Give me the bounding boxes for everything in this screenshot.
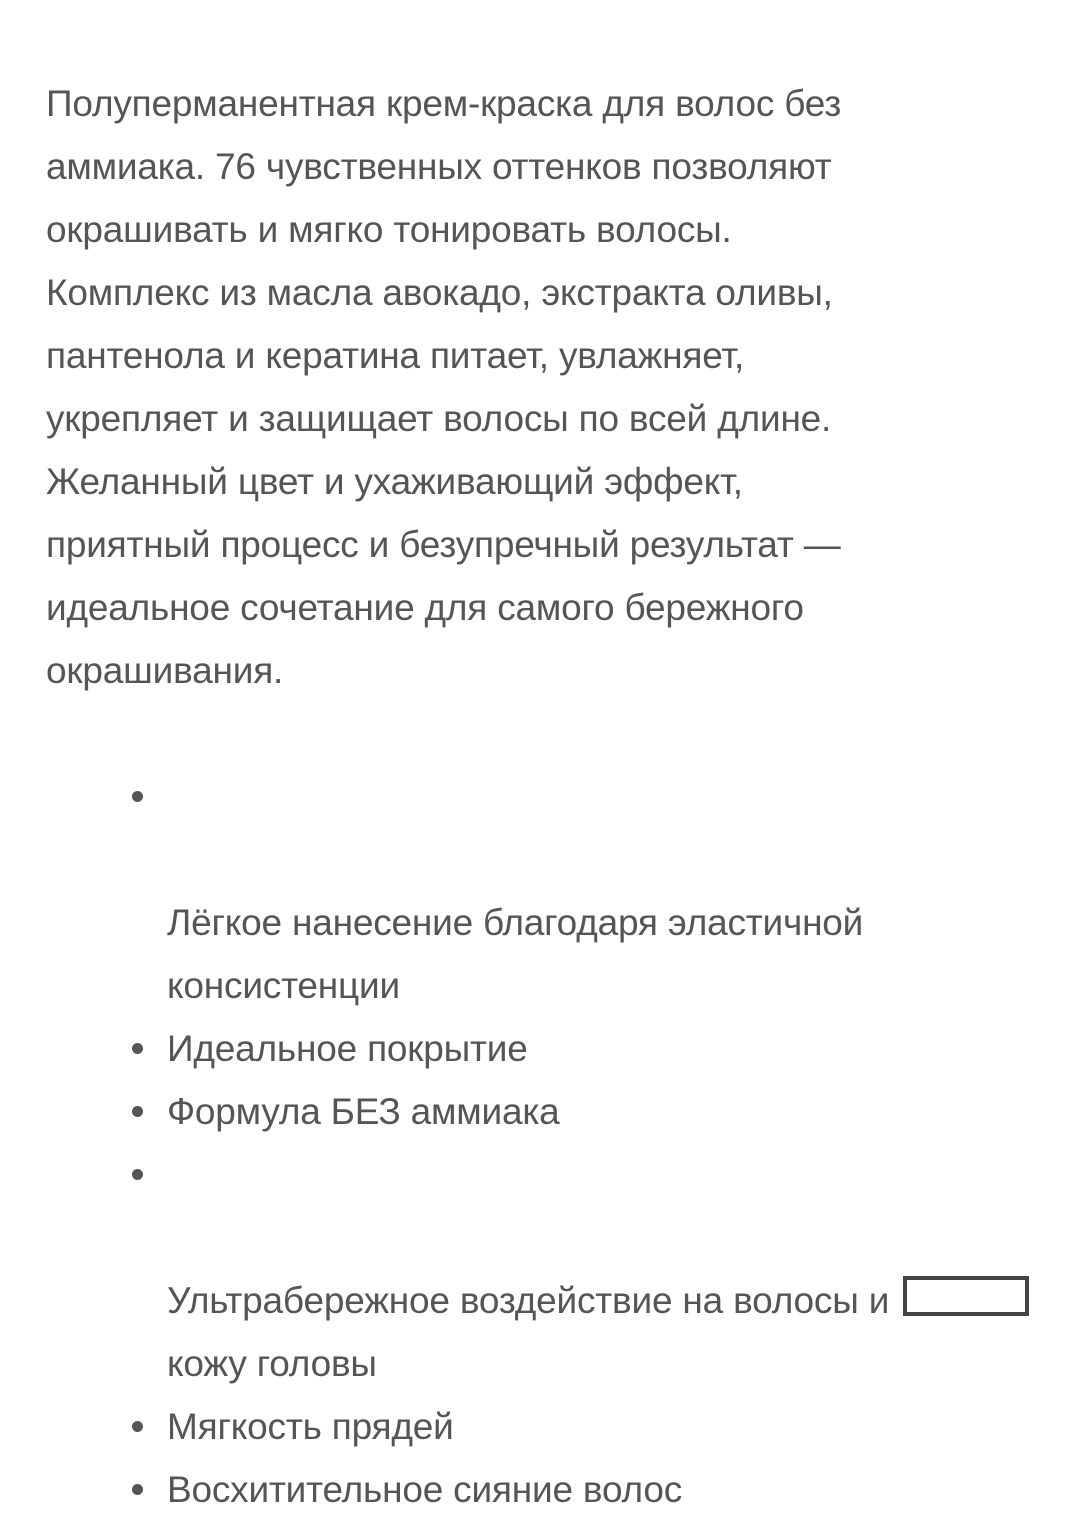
list-item <box>120 1143 1050 1395</box>
feature-text: Формула БЕЗ аммиака <box>167 1091 560 1132</box>
bullet-icon <box>132 1484 143 1495</box>
list-item <box>120 1017 1050 1080</box>
bullet-icon <box>132 1169 143 1180</box>
feature-text: Идеальное покрытие <box>167 1028 528 1069</box>
bullet-icon <box>132 1421 143 1432</box>
bullet-icon <box>132 1043 143 1054</box>
feature-text: Мягкость прядей <box>167 1406 454 1447</box>
feature-text: Ультрабережное воздействие на волосы и кожу головы <box>167 1280 890 1384</box>
list-item <box>120 765 1050 1017</box>
bottom-button-frame[interactable] <box>903 1276 1029 1316</box>
feature-text: Лёгкое нанесение благодаря эластичной консистенции <box>167 902 864 1006</box>
list-item <box>120 1395 1050 1458</box>
bullet-icon <box>132 1106 143 1117</box>
feature-list <box>120 765 1050 1521</box>
bullet-icon <box>132 791 143 802</box>
product-description: Полуперманентная крем-краска для волос без аммиака. 76 чувственных оттенков позволяют окрашивать и мягко тонировать волосы. Комплекс из масла авокадо, экстракта оливы, пантенола и кератина питает, увлажняет, укрепляет и защищает волосы по всей длине. Желанный цвет и ухаживающий эффект, приятный процесс и безупречный результат — идеальное сочетание для самого бережного окрашивания. <box>46 83 842 691</box>
feature-text: Восхитительное сияние волос <box>167 1469 683 1510</box>
list-item <box>120 1080 1050 1143</box>
list-item <box>120 1458 1050 1521</box>
